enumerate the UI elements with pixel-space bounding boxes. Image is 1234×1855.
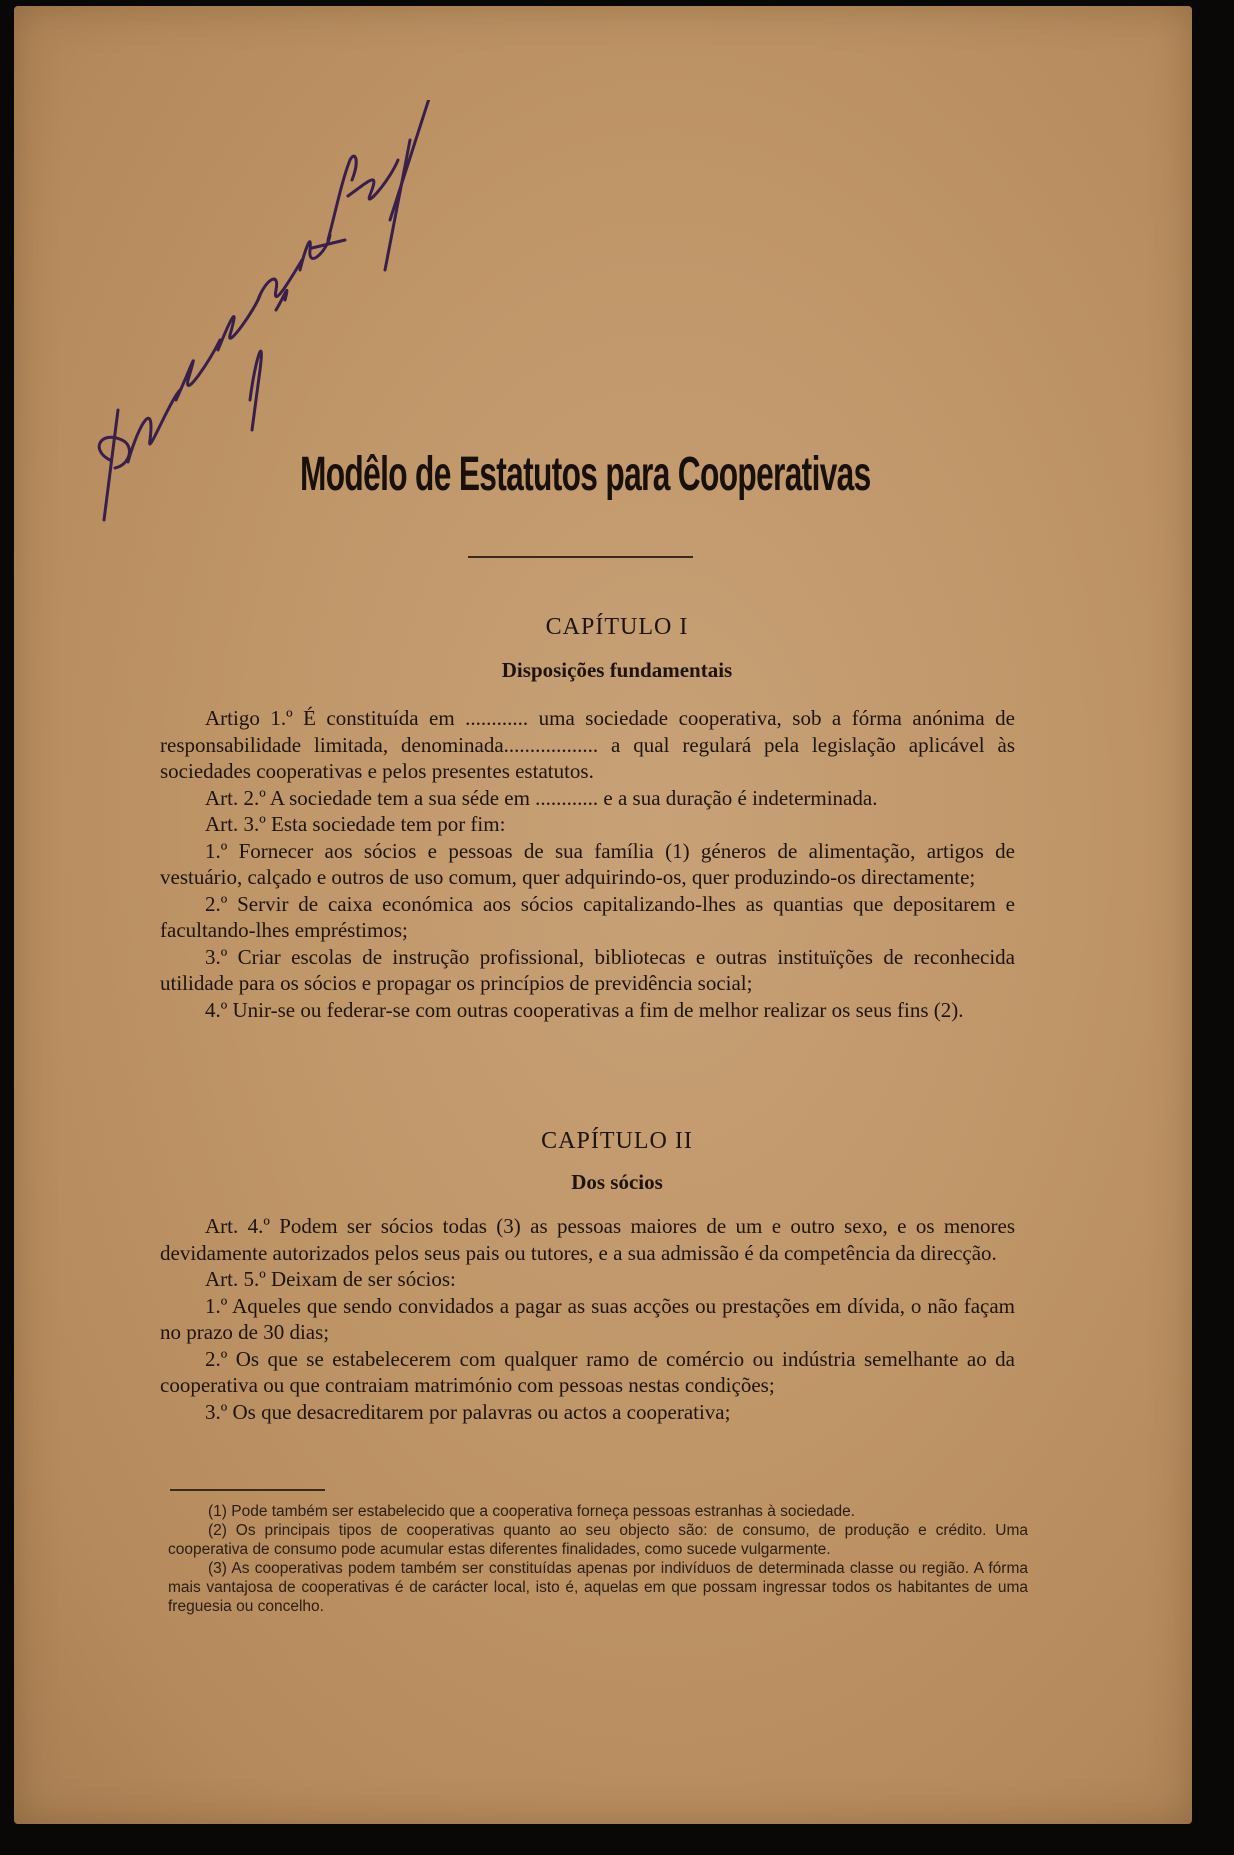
footnotes	[168, 1502, 1028, 1616]
chapter-1-subheading: Disposições fundamentais	[501, 658, 733, 682]
paragraph: Art. 4.º Podem ser sócios todas (3) as pessoas maiores de um e outro sexo, e os menores devidamente autorizados pelos seus pais ou tutores, e a sua admissão é da competência da direcção.	[160, 1214, 1015, 1265]
paragraph: Artigo 1.º É constituída em ............ uma sociedade cooperativa, sob a fórma anónima de responsabilidade limitada, denominada.................. a qual regulará pela legislação aplicável às sociedades cooperativas e pelos presentes estatutos.	[160, 706, 1015, 783]
paragraph: Art. 2.º A sociedade tem a sua séde em ............ e a sua duração é indeterminada.	[205, 785, 878, 810]
chapter-2-body	[160, 1213, 1015, 1425]
title-divider	[468, 556, 693, 558]
chapter-1-heading: CAPÍTULO I	[545, 614, 689, 640]
document-title: Modêlo de Estatutos para Cooperativas	[300, 448, 871, 501]
paragraph: 3.º Os que desacreditarem por palavras ou actos a cooperativa;	[205, 1399, 731, 1424]
chapter-2-subheading: Dos sócios	[571, 1170, 663, 1194]
footnote: (2) Os principais tipos de cooperativas quanto ao seu objecto são: de consumo, de produção e crédito. Uma cooperativa de consumo pode acumular estas diferentes finalidades, como sucede vulgarmente.	[168, 1522, 1028, 1558]
footnote: (1) Pode também ser estabelecido que a cooperativa forneça pessoas estranhas à sociedade.	[208, 1503, 856, 1520]
footnote: (3) As cooperativas podem também ser constituídas apenas por indivíduos de determinada classe ou região. A fórma mais vantajosa de cooperativas é de carácter local, isto é, aquelas em que possam ingressar todos os habitantes de uma freguesia ou concelho.	[168, 1560, 1028, 1615]
paragraph: Art. 5.º Deixam de ser sócios:	[205, 1267, 456, 1291]
footnote-divider	[170, 1489, 325, 1491]
paragraph: 2.º Servir de caixa económica aos sócios capitalizando-lhes as quantias que depositarem e facultando-lhes empréstimos;	[160, 891, 1015, 942]
paragraph: 1.º Aqueles que sendo convidados a pagar as suas acções ou prestações em dívida, o não façam no prazo de 30 dias;	[160, 1293, 1015, 1344]
chapter-1-body	[160, 705, 1015, 1023]
paragraph: 3.º Criar escolas de instrução profissional, bibliotecas e outras instituïções de reconhecida utilidade para os sócios e propagar os princípios de previdência social;	[160, 944, 1015, 995]
paragraph: 4.º Unir-se ou federar-se com outras cooperativas a fim de melhor realizar os seus fins (2).	[205, 997, 964, 1022]
chapter-2-heading: CAPÍTULO II	[541, 1128, 693, 1154]
paragraph: 1.º Fornecer aos sócios e pessoas de sua família (1) géneros de alimentação, artigos de vestuário, calçado e outros de uso comum, quer adquirindo-os, quer produzindo-os directamente;	[160, 838, 1015, 889]
paragraph: 2.º Os que se estabelecerem com qualquer ramo de comércio ou indústria semelhante ao da cooperativa ou que contraiam matrimónio com pessoas nestas condições;	[160, 1346, 1015, 1397]
paragraph: Art. 3.º Esta sociedade tem por fim:	[205, 812, 506, 836]
